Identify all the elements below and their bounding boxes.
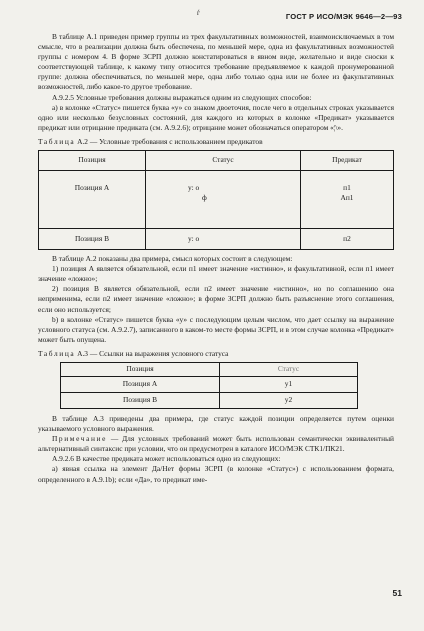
note-paragraph: Примечание — Для условных требований может быть использован семантически эквивалентный альтернативный синтаксис при условии, что он предусмотрен в каталоге ИСО/МЭК СТК1/ПК21. [38, 434, 394, 454]
table2-caption-label: Таблица [38, 348, 76, 358]
scan-mark: ѓ [197, 9, 200, 17]
note-text: Для условных требований может быть использован семантически эквивалентный альтернативный синтаксис при условии, что он предусмотрен в каталоге ИСО/МЭК СТК1/ПК21. [38, 434, 394, 454]
table1-header-position: Позиция [39, 151, 146, 171]
paragraph: В таблице А.2 показаны два примера, смысл которых состоит в следующем: [52, 254, 293, 264]
table2-cell-position: Позиция В [61, 392, 220, 408]
paragraph: а) явная ссылка на элемент Да/Нет формы ЗСРП (в колонке «Статус») с использованием формата, определенного в А.9.1b); если «Да», то предикат име- [38, 464, 394, 484]
paragraph: b) в колонке «Статус» пишется буква «у» с последующим целым числом, что дает ссылку на выражение условного статуса (см. А.9.2.7), записанного в каком-то месте формы ЗСРП, и в этом случае колонка «Предикат» может быть опущена. [38, 314, 394, 344]
page-header: ГОСТ Р ИСО/МЭК 9646—2—93 [285, 12, 402, 21]
table2-cell-status: у1 [220, 376, 358, 392]
paragraph: 2) позиция В является обязательной, если п2 имеет значение «истинно», но по соглашению она неприменима, если п2 имеет значение «ложно»; в форме ЗСРП должно быть разъяснение этого соглашения, если оно используется; [38, 284, 394, 314]
table-a2 [38, 150, 394, 250]
table2-cell-position: Позиция А [61, 376, 220, 392]
table-a3 [60, 362, 358, 409]
table1-cell-position: Позиция А [39, 171, 146, 229]
table1-cell-predicate: п2 [301, 229, 394, 250]
table-row [61, 392, 358, 408]
page-content [38, 32, 394, 485]
paragraph: А.9.2.5 Условные требования должны выражаться одним из следующих способов: [52, 92, 312, 102]
status-line: у: о [188, 183, 200, 193]
table-row [61, 376, 358, 392]
table1-cell-predicate [301, 171, 394, 229]
paragraph: В таблице А.1 приведен пример группы из трех факультативных возможностей, взаимоисключаемых в том смысле, что в реализации должна быть обеспечена, по меньшей мере, одна из факультативных возможностей группы с номером 4. В форме ЗСРП должно констатироваться в явном виде, желательно и виде сноски к соответствующей таблице, к какому типу относится требование предъявляемое к каждой пронумерованной группе: должна обеспечиваться, по меньшей мере, одна либо только одна или не более из факультативных возможностей, либо какое-то другое требование. [38, 32, 394, 92]
table1-header-predicate: Предикат [301, 151, 394, 171]
paragraph: 1) позиция А является обязательной, если п1 имеет значение «истинно», и факультативной, если п1 имеет значение «ложно»; [38, 264, 394, 284]
status-line: ф [202, 193, 207, 203]
table2-header-position: Позиция [61, 362, 220, 376]
note-label: Примечание [52, 434, 107, 444]
table1-cell-status: у: о [146, 229, 301, 250]
table1-caption-text: А.2 — Условные требования с использованием предикатов [77, 136, 263, 146]
predicate-line: п1 [343, 183, 351, 193]
table1-caption [38, 137, 394, 147]
paragraph: В таблице А.3 приведены два примера, где статус каждой позиции определяется путем оценки указываемого условного выражения. [38, 413, 394, 434]
predicate-line: Ап1 [340, 193, 354, 203]
paragraph: А.9.2.6 В качестве предиката может использоваться одно из следующих: [52, 454, 281, 464]
table1-cell-status [146, 171, 301, 229]
paragraph: а) в колонке «Статус» пишется буква «у» со знаком двоеточия, после чего в отдельных строках указывается одно или несколько безусловных состояний, для каждого из которых в колонке «Предикат» указывается предикат или отрицание предиката (см. А.9.2.6); отрицание может обозначаться оператором «¦\». [38, 102, 394, 132]
table2-header-status: Статус [220, 362, 358, 376]
table2-cell-status: у2 [220, 392, 358, 408]
table1-caption-label: Таблица [38, 136, 76, 146]
table1-header-status: Статус [146, 151, 301, 171]
table-row [39, 171, 394, 229]
table2-caption-text: А.3 — Ссылки на выражения условного статуса [77, 348, 229, 358]
table2-caption [38, 349, 394, 359]
table-row [39, 229, 394, 250]
table1-cell-position: Позиция В [39, 229, 146, 250]
page-number: 51 [392, 588, 402, 598]
